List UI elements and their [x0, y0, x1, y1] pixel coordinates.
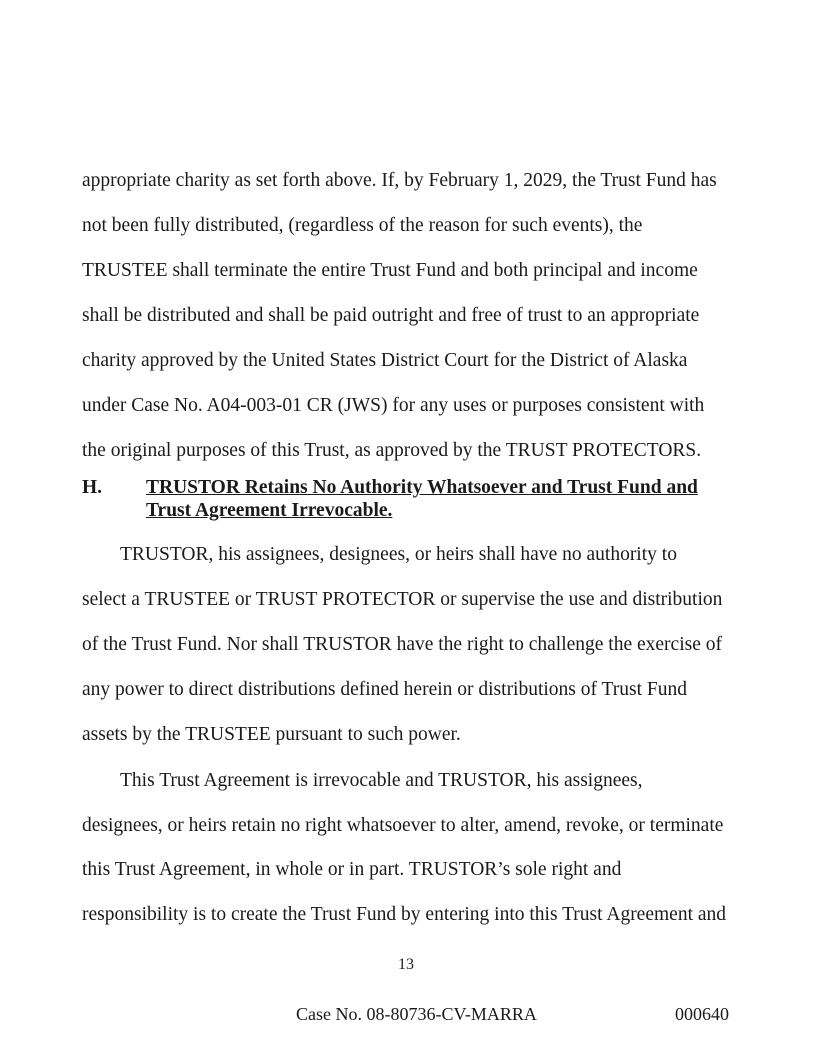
body-line: the original purposes of this Trust, as approved by the TRUST PROTECTORS.: [82, 440, 702, 461]
body-line: this Trust Agreement, in whole or in part. TRUSTOR’s sole right and: [82, 859, 622, 880]
body-line: under Case No. A04-003-01 CR (JWS) for any uses or purposes consistent with: [82, 395, 705, 416]
body-line: select a TRUSTEE or TRUST PROTECTOR or supervise the use and distribution: [82, 589, 723, 610]
body-line: any power to direct distributions defined herein or distributions of Trust Fund: [82, 679, 687, 700]
body-line: appropriate charity as set forth above. If, by February 1, 2029, the Trust Fund has: [82, 170, 717, 191]
section-heading: Trust Agreement Irrevocable.: [146, 500, 393, 521]
body-line: TRUSTOR, his assignees, designees, or heirs shall have no authority to: [120, 544, 677, 565]
body-line: TRUSTEE shall terminate the entire Trust Fund and both principal and income: [82, 260, 698, 281]
body-line: charity approved by the United States District Court for the District of Alaska: [82, 350, 688, 371]
section-heading: TRUSTOR Retains No Authority Whatsoever and Trust Fund and: [146, 477, 698, 498]
section-letter: H.: [82, 477, 103, 498]
page-number: 13: [398, 956, 414, 973]
footer-bates-number: 000640: [675, 1004, 729, 1024]
body-line: responsibility is to create the Trust Fund by entering into this Trust Agreement and: [82, 904, 727, 925]
body-line: shall be distributed and shall be paid outright and free of trust to an appropriate: [82, 305, 700, 326]
body-line: not been fully distributed, (regardless of the reason for such events), the: [82, 215, 643, 236]
body-line: designees, or heirs retain no right whatsoever to alter, amend, revoke, or terminate: [82, 815, 724, 836]
body-line: assets by the TRUSTEE pursuant to such power.: [82, 724, 461, 745]
body-line: This Trust Agreement is irrevocable and TRUSTOR, his assignees,: [120, 770, 643, 791]
body-line: of the Trust Fund. Nor shall TRUSTOR have the right to challenge the exercise of: [82, 634, 722, 655]
footer-case-number: Case No. 08-80736-CV-MARRA: [296, 1004, 537, 1024]
